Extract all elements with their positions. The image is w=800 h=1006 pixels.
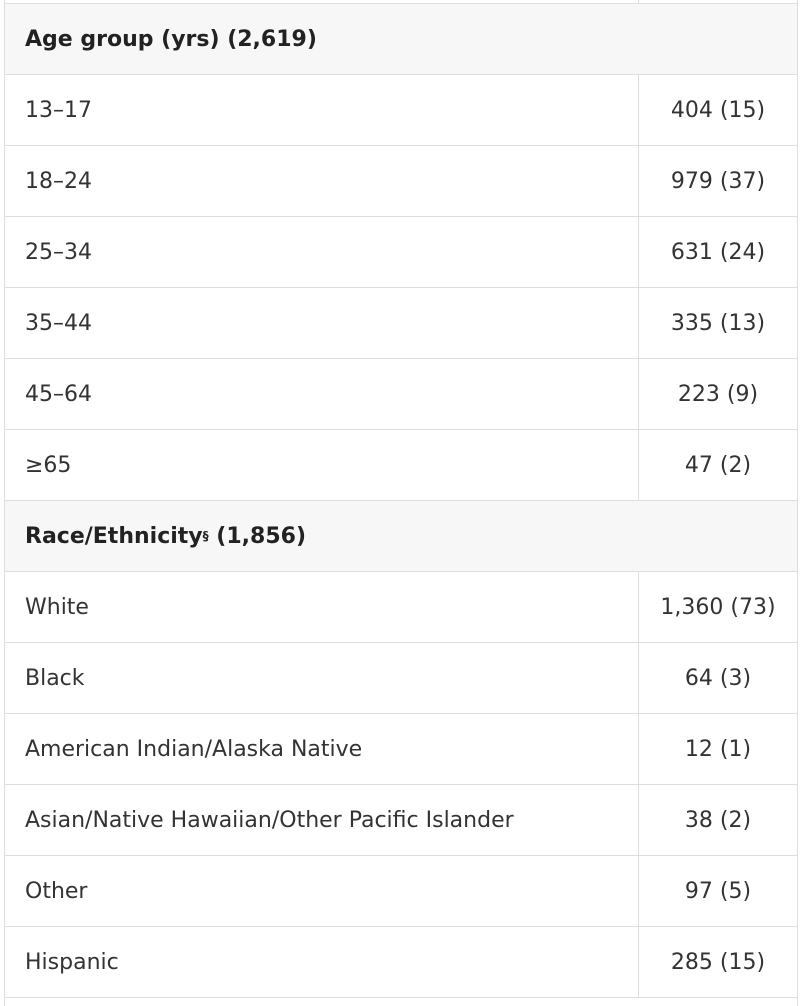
section-header-label: Race/Ethnicity § (1,856)	[25, 523, 306, 549]
row-label: 45–64	[5, 359, 639, 429]
row-value: 335 (13)	[670, 310, 766, 336]
table-row	[5, 643, 797, 714]
section-header-label	[5, 4, 797, 74]
table-row	[5, 856, 797, 927]
table-top-edge	[5, 0, 797, 4]
table-row	[5, 572, 797, 643]
row-label: 13–17	[5, 75, 639, 145]
row-label: Asian/Native Hawaiian/Other Pacific Islander	[5, 785, 639, 855]
row-label: 25–34	[5, 217, 639, 287]
row-label: Hispanic	[5, 927, 639, 997]
table-row	[5, 288, 797, 359]
table-row	[5, 146, 797, 217]
row-value: 1,360 (73)	[660, 594, 776, 620]
table-row	[5, 217, 797, 288]
row-value: 404 (15)	[670, 97, 766, 123]
section-header-count: (1,856)	[208, 523, 306, 549]
section-header-text: Race/Ethnicity	[25, 523, 203, 549]
row-value: 12 (1)	[684, 736, 752, 762]
row-label: ≥65	[5, 430, 639, 500]
column-divider	[638, 0, 639, 3]
data-table	[4, 0, 798, 1006]
row-value: 223 (9)	[677, 381, 759, 407]
row-value: 64 (3)	[684, 665, 752, 691]
table-row	[5, 714, 797, 785]
row-value: 631 (24)	[670, 239, 766, 265]
table-row	[5, 785, 797, 856]
section-header-race-ethnicity	[5, 501, 797, 572]
row-label: Other	[5, 856, 639, 926]
row-value: 38 (2)	[684, 807, 752, 833]
row-value: 979 (37)	[670, 168, 766, 194]
row-label: 18–24	[5, 146, 639, 216]
table-row	[5, 927, 797, 998]
row-label: Black	[5, 643, 639, 713]
row-label: American Indian/Alaska Native	[5, 714, 639, 784]
row-label: White	[5, 572, 639, 642]
table-row	[5, 430, 797, 501]
row-value: 47 (2)	[684, 452, 752, 478]
row-value: 285 (15)	[670, 949, 766, 975]
table-row	[5, 359, 797, 430]
section-header-text: Age group (yrs) (2,619)	[25, 26, 317, 52]
section-header-age-group	[5, 4, 797, 75]
row-label: 35–44	[5, 288, 639, 358]
table-row	[5, 75, 797, 146]
row-value: 97 (5)	[684, 878, 752, 904]
